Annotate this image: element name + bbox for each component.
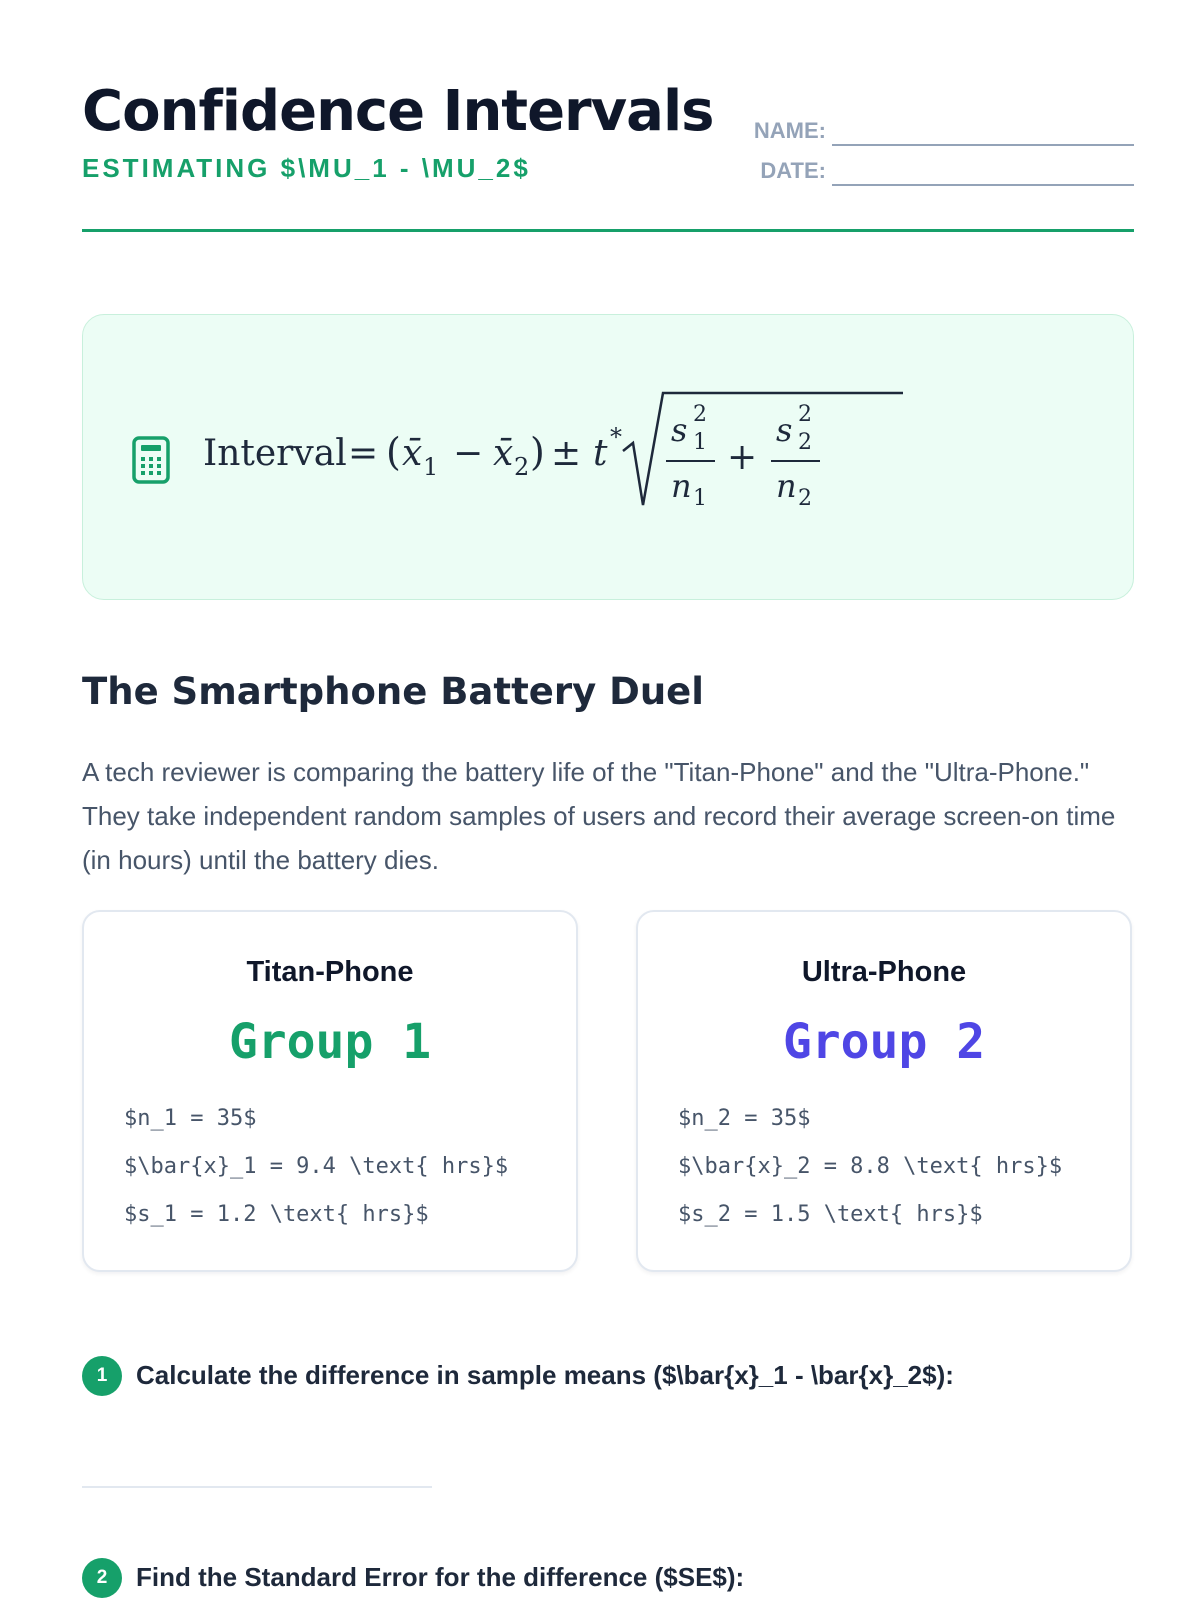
group-1-product: Titan-Phone: [246, 956, 414, 988]
group-2-n: $n_2 = 35$: [678, 1106, 811, 1131]
group-2-sd: $s_2 = 1.5 \text{ hrs}$: [678, 1202, 983, 1227]
formula-minus: −: [453, 433, 484, 474]
formula-t: t: [593, 433, 608, 474]
formula-num2-sup: 2: [798, 402, 812, 427]
worksheet-page: [82, 0, 1134, 1600]
formula-sub2: 2: [514, 453, 530, 481]
formula-sub1: 1: [423, 453, 439, 481]
formula-plus: +: [727, 437, 758, 478]
formula-open-paren: (: [386, 430, 401, 474]
formula-den1: n: [671, 467, 692, 505]
question-1-answer-line[interactable]: [82, 1486, 432, 1488]
problem-text: A tech reviewer is comparing the battery life of the "Titan-Phone" and the "Ultra-Phone." They take independent random samples of users and record their average screen-on time (in hours) until the battery dies.: [82, 757, 1116, 875]
formula-xbar1: x̄: [402, 433, 423, 474]
group-1-mean: $\bar{x}_1 = 9.4 \text{ hrs}$: [124, 1154, 509, 1179]
problem-title: The Smartphone Battery Duel: [82, 670, 704, 713]
group-2-card: [636, 910, 1132, 1272]
formula-sqrt-sign: [623, 393, 903, 505]
formula-close-paren: ): [530, 430, 545, 474]
formula-t-star: *: [610, 423, 622, 451]
formula-den2-sub: 2: [798, 486, 812, 511]
formula-num1-sup: 2: [693, 402, 707, 427]
formula-box: [82, 314, 1134, 600]
group-2-product: Ultra-Phone: [801, 956, 967, 988]
group-1-label: Group 1: [228, 1014, 432, 1070]
formula-num2-sub: 2: [798, 430, 812, 455]
formula-den2: n: [776, 467, 797, 505]
date-field[interactable]: [744, 156, 1134, 188]
interval-formula: [203, 385, 903, 535]
calculator-icon: [131, 435, 171, 485]
page-title: Confidence Intervals: [82, 79, 714, 144]
group-1-sd: $s_1 = 1.2 \text{ hrs}$: [124, 1202, 429, 1227]
name-label: NAME:: [753, 118, 826, 143]
page-subtitle: ESTIMATING $\MU_1 - \MU_2$: [82, 153, 531, 183]
date-label: DATE:: [760, 158, 826, 183]
group-2-label: Group 2: [782, 1014, 986, 1070]
name-field[interactable]: [744, 116, 1134, 148]
question-1-text: Calculate the difference in sample means ($\bar{x}_1 - \bar{x}_2$):: [136, 1360, 954, 1390]
group-1-n: $n_1 = 35$: [124, 1106, 257, 1131]
group-2-mean: $\bar{x}_2 = 8.8 \text{ hrs}$: [678, 1154, 1063, 1179]
header-divider: [82, 229, 1134, 232]
formula-num1-sub: 1: [693, 430, 707, 455]
formula-plus-minus: ±: [551, 433, 582, 474]
date-line[interactable]: [832, 184, 1134, 186]
formula-lhs: Interval: [203, 433, 347, 474]
formula-equals: =: [348, 433, 379, 474]
question-2-badge: 2: [82, 1558, 122, 1598]
question-2-text: Find the Standard Error for the difference ($SE$):: [136, 1562, 745, 1592]
formula-num2: s: [776, 411, 793, 449]
question-1-badge: 1: [82, 1356, 122, 1396]
name-line[interactable]: [832, 144, 1134, 146]
formula-den1-sub: 1: [693, 486, 707, 511]
group-1-card: [82, 910, 578, 1272]
formula-xbar2: x̄: [493, 433, 514, 474]
formula-num1: s: [671, 411, 688, 449]
